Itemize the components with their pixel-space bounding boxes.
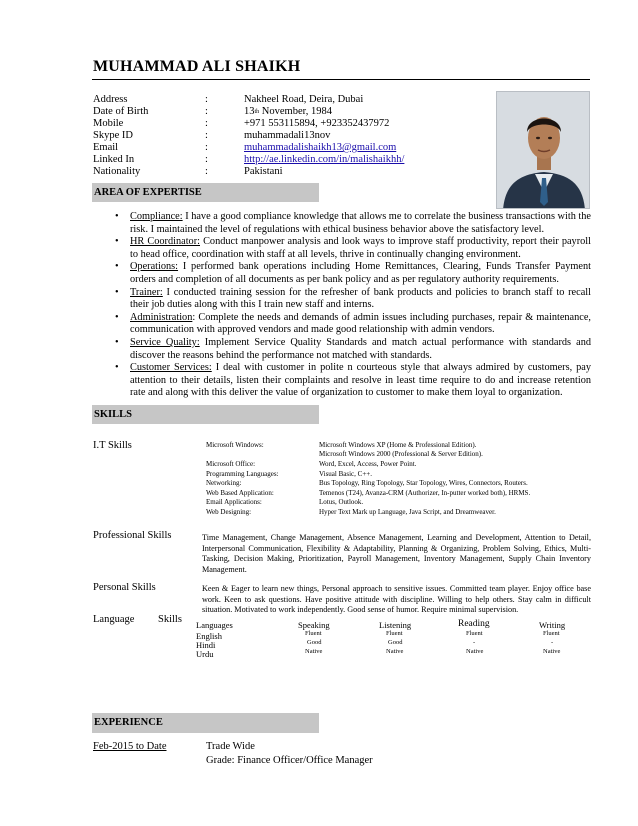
personal-skills-text: Keen & Eager to learn new things, Personal approach to sensitive issues. Committed team player. Enjoy office base work. Keen to ask questions. Have positive attitude with discipline. Willing to help others. Stay calm in difficult situation. Motivated to work independently. Good sense of humor. Require minimal supervision.	[202, 584, 591, 614]
bullet-icon: •	[115, 362, 119, 374]
it-skill-key: Microsoft Office:	[206, 460, 256, 468]
lang-header: Speaking	[298, 620, 330, 630]
it-skill-value: Word, Excel, Access, Power Point.	[319, 460, 417, 468]
personal-info	[93, 94, 493, 178]
info-colon: :	[205, 154, 208, 165]
info-value	[244, 106, 332, 118]
experience-date: Feb-2015 to Date	[93, 741, 167, 752]
lang-name: Urdu	[196, 649, 214, 659]
it-skill-value: Microsoft Windows XP (Home & Professional Edition).	[319, 441, 477, 449]
bullet-icon: •	[115, 261, 119, 273]
lang-level: Fluent	[466, 630, 483, 637]
it-skill-key: Networking:	[206, 479, 242, 487]
it-skill-value: Temenos (T24), Avanza-CRM (Authorizer, In-putter worked both), HRMS.	[319, 488, 531, 497]
info-colon: :	[205, 142, 208, 153]
lang-level: Fluent	[543, 630, 560, 637]
professional-skills-label: Professional Skills	[93, 530, 172, 541]
profile-photo	[496, 91, 590, 209]
expertise-title: Compliance:	[130, 211, 183, 222]
list-item	[113, 236, 591, 261]
info-value: Nakheel Road, Deira, Dubai	[244, 94, 364, 105]
candidate-name: MUHAMMAD ALI SHAIKH	[93, 58, 301, 75]
list-item	[113, 211, 591, 236]
info-label: Skype ID	[93, 130, 133, 141]
lang-header: Reading	[458, 619, 490, 629]
list-item	[113, 312, 591, 337]
info-label: Mobile	[93, 118, 124, 129]
header-rule	[92, 79, 590, 80]
linkedin-link[interactable]: http://ae.linkedin.com/in/malishaikhh/	[244, 154, 405, 165]
info-colon: :	[205, 106, 208, 117]
it-skills-table	[206, 441, 591, 519]
section-header-expertise: AREA OF EXPERTISE	[92, 183, 319, 202]
expertise-title: Administration	[130, 311, 193, 323]
info-label: Linked In	[93, 154, 135, 165]
dob-suffix: th	[254, 109, 260, 115]
expertise-text: Implement Service Quality Standards and match actual performance with standards and discover the reasons behind the performance not matched with standards.	[130, 336, 591, 361]
it-skill-key: Web Based Application:	[206, 488, 274, 497]
it-skills-label: I.T Skills	[93, 440, 132, 451]
bullet-icon: •	[115, 311, 119, 323]
lang-name: Hindi	[196, 640, 216, 650]
info-colon: :	[205, 166, 208, 177]
info-value: +971 553115894, +923352437972	[244, 118, 390, 129]
language-table	[196, 618, 591, 662]
expertise-text: I conducted training session for the refresher of bank products and policies to branch staff to recall their job duties along with this I train new staff and interns.	[130, 286, 591, 311]
it-skill-key: Programming Languages:	[206, 469, 279, 478]
info-colon: :	[205, 94, 208, 105]
it-skill-value: Bus Topology, Ring Topology, Star Topology, Wires, Connectors, Routers.	[319, 479, 528, 487]
expertise-title: Trainer:	[130, 286, 163, 298]
lang-header: Writing	[539, 620, 566, 630]
expertise-title: HR Coordinator:	[130, 236, 200, 248]
list-item	[113, 287, 591, 312]
personal-skills-label: Personal Skills	[93, 582, 156, 593]
info-label: Nationality	[93, 166, 141, 177]
info-colon: :	[205, 118, 208, 129]
info-value: Pakistani	[244, 166, 283, 177]
dob-rest: November, 1984	[259, 106, 332, 117]
list-item	[113, 362, 591, 400]
it-skill-value: Visual Basic, C++.	[319, 469, 372, 478]
expertise-title: Service Quality:	[130, 336, 200, 348]
info-colon: :	[205, 130, 208, 141]
bullet-icon: •	[115, 336, 119, 348]
lang-level: Native	[466, 648, 484, 655]
section-header-skills: SKILLS	[92, 405, 319, 424]
lang-level: Native	[543, 648, 561, 655]
experience-grade: Grade: Finance Officer/Office Manager	[206, 755, 373, 766]
email-link[interactable]: muhammadalishaikh13@gmail.com	[244, 142, 397, 153]
expertise-text: I performed bank operations including Home Remittances, Clearing, Funds Transfer Payment orders and completion of all documents as per bank policy and as per regulatory authority requirements.	[130, 261, 591, 285]
expertise-title: Operations:	[130, 261, 179, 273]
lang-level: -	[473, 639, 476, 646]
expertise-list	[113, 211, 591, 400]
list-item	[113, 261, 591, 286]
info-label: Address	[93, 94, 128, 105]
bullet-icon: •	[115, 286, 119, 298]
portrait-image	[497, 92, 590, 209]
professional-skills-text: Time Management, Change Management, Absence Management, Learning and Development, Attention to Detail, Interpersonal Communication, Flexibility & Adaptability, Planning & Organizing, Problem Solving, Ethics, Multi-Tasking, Decision Making, Prioritization, Payroll Management, Inventory Management, Supply Chain Inventory Management.	[202, 533, 591, 574]
lang-level: Fluent	[305, 630, 322, 637]
it-skill-key: Email Applications:	[206, 498, 262, 506]
lang-header: Listening	[379, 620, 412, 630]
section-header-experience: EXPERIENCE	[92, 713, 319, 733]
info-value: muhammadali13nov	[244, 130, 331, 141]
it-skill-key: Microsoft Windows:	[206, 441, 264, 449]
it-skill-value: Hyper Text Mark up Language, Java Script, and Dreamweaver.	[319, 507, 496, 516]
lang-level: -	[551, 639, 554, 646]
dob-day: 13	[244, 106, 255, 117]
lang-level: Good	[388, 639, 403, 646]
lang-level: Native	[305, 648, 323, 655]
info-label: Email	[93, 142, 119, 153]
language-skills-label-b: Skills	[158, 614, 182, 625]
language-skills-label	[93, 614, 134, 625]
it-skill-value: Lotus, Outlook.	[319, 498, 364, 506]
expertise-text: I have a good compliance knowledge that allows me to correlate the business transactions with the risk. I maintained the level of regulations with ethical business behavior above the satisfactory level.	[130, 211, 591, 235]
lang-level: Fluent	[386, 630, 403, 637]
list-item	[113, 337, 591, 362]
it-skill-key: Web Designing:	[206, 507, 252, 516]
expertise-text: I deal with customer in polite n courteous style that always admired by customers, pay attention to their details, listen their complaints and resolve in least time require to do and increase retention rate and along with this deliver the value of organization to customer to make them loyal to organization.	[130, 362, 592, 399]
lang-level: Good	[307, 639, 322, 646]
bullet-icon: •	[115, 211, 119, 222]
info-label: Date of Birth	[93, 106, 149, 117]
expertise-title: Customer Services:	[130, 362, 212, 374]
it-skill-value: Microsoft Windows 2000 (Professional & Server Edition).	[319, 450, 483, 459]
experience-company: Trade Wide	[206, 741, 255, 752]
expertise-text: Conduct manpower analysis and look ways to improve staff productivity, report their payroll to head office, coordination with staff at all levels, thrive in continually changing environment.	[130, 236, 592, 260]
bullet-icon: •	[115, 236, 119, 248]
lang-header: Languages	[196, 620, 233, 630]
expertise-text: : Complete the needs and demands of admin issues including purchases, repair & maintenance, communication with approved vendors and made good relationship with admin vendors.	[130, 311, 591, 336]
lang-name: English	[196, 631, 222, 641]
lang-level: Native	[386, 648, 404, 655]
language-label: Language	[93, 614, 135, 625]
